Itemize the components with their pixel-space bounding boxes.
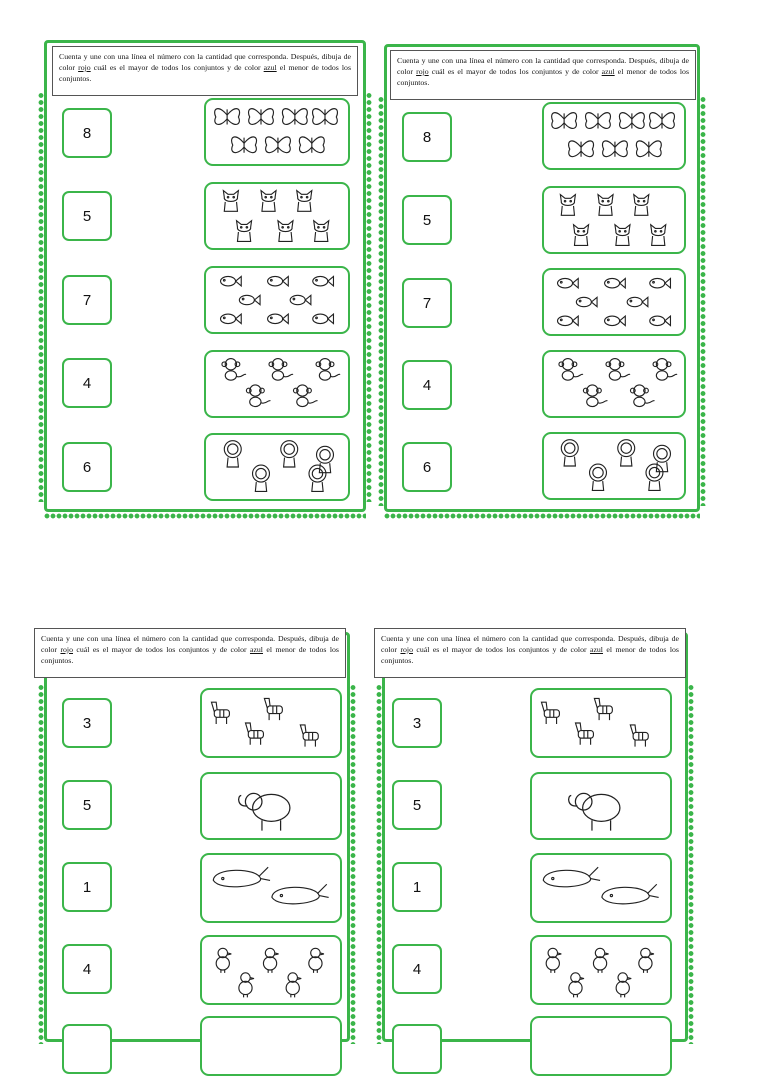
monkey-icon [653, 359, 677, 381]
butterfly-icon [249, 109, 274, 125]
butterfly-icon [313, 109, 338, 125]
frame-decoration [38, 92, 44, 502]
fish-icon [221, 276, 242, 285]
lion-icon [618, 440, 635, 466]
elephant-group [532, 774, 670, 838]
cat-icon [574, 225, 589, 246]
frame-decoration [688, 684, 694, 1044]
fish-group [544, 270, 684, 334]
picture-set[interactable] [200, 1016, 342, 1076]
number-box[interactable]: 7 [62, 275, 112, 325]
number-box[interactable]: 1 [62, 862, 112, 912]
cat-group [544, 188, 684, 252]
butterfly-icon [232, 137, 257, 153]
butterfly-icon [650, 113, 675, 129]
number-box[interactable]: 7 [402, 278, 452, 328]
butterfly-icon [265, 137, 290, 153]
butterfly-icon [282, 109, 307, 125]
butterfly-icon [299, 137, 324, 153]
number-box[interactable]: 5 [402, 195, 452, 245]
worksheet-bottom-left [41, 632, 350, 1042]
chick-icon [263, 948, 278, 973]
cat-icon [615, 225, 630, 246]
picture-set[interactable] [204, 182, 350, 250]
frame-decoration [366, 92, 372, 502]
fish-icon [558, 278, 579, 287]
cat-icon [598, 195, 613, 216]
lion-icon [590, 464, 607, 490]
monkey-icon [222, 359, 246, 381]
frame-decoration [350, 684, 356, 1044]
lion-icon [224, 441, 241, 467]
whale-icon [272, 884, 329, 904]
number-box[interactable]: 4 [62, 358, 112, 408]
picture-set[interactable] [542, 268, 686, 336]
number-box[interactable]: 1 [392, 862, 442, 912]
elephant-group [202, 774, 340, 838]
fish-icon [576, 297, 597, 306]
butterfly-icon [636, 141, 661, 157]
number-box[interactable]: 8 [402, 112, 452, 162]
number-box[interactable]: 6 [402, 442, 452, 492]
cat-icon [237, 221, 252, 242]
number-box[interactable]: 4 [392, 944, 442, 994]
butterfly-icon [215, 109, 240, 125]
instruction-text: Cuenta y une con una línea el número con la cantidad que corresponda. Después, dibuja de color rojo cuál es el mayor de todos los conjuntos y de color azul el menor de todos los conjuntos. [374, 628, 686, 678]
fish-icon [221, 314, 242, 323]
picture-set[interactable] [542, 432, 686, 500]
lion-icon [253, 465, 270, 491]
number-box[interactable]: 3 [392, 698, 442, 748]
chick-icon [286, 973, 301, 998]
picture-set[interactable] [542, 102, 686, 170]
chick-group [202, 937, 340, 1003]
number-box[interactable]: 5 [62, 191, 112, 241]
picture-set[interactable] [542, 350, 686, 418]
fish-icon [558, 316, 579, 325]
picture-set[interactable] [530, 935, 672, 1005]
picture-set[interactable] [200, 935, 342, 1005]
cat-icon [651, 225, 666, 246]
lion-icon [281, 441, 298, 467]
cat-icon [261, 191, 276, 212]
worksheet-top-right [384, 44, 700, 512]
picture-set[interactable] [200, 772, 342, 840]
number-box[interactable]: 8 [62, 108, 112, 158]
fish-icon [605, 278, 626, 287]
fish-icon [650, 278, 671, 287]
fish-group [206, 268, 348, 332]
picture-set[interactable] [204, 266, 350, 334]
cat-group [206, 184, 348, 248]
number-box[interactable] [62, 1024, 112, 1074]
picture-set[interactable] [204, 98, 350, 166]
cat-icon [223, 191, 238, 212]
monkey-icon [583, 385, 607, 407]
lion-icon [646, 464, 663, 490]
cat-icon [278, 221, 293, 242]
frame-decoration [376, 684, 382, 1044]
frame-decoration [44, 512, 366, 520]
frame-decoration [384, 512, 700, 520]
butterfly-icon [552, 113, 577, 129]
picture-set[interactable] [530, 1016, 672, 1076]
picture-set[interactable] [204, 433, 350, 501]
fish-icon [268, 276, 289, 285]
instruction-text: Cuenta y une con una línea el número con la cantidad que corresponda. Después, dibuja de color rojo cuál es el mayor de todos los conjuntos y de color azul el menor de todos los conjuntos. [390, 50, 696, 100]
monkey-icon [630, 385, 654, 407]
monkey-icon [293, 385, 317, 407]
frame-decoration [38, 684, 44, 1044]
lion-icon [561, 440, 578, 466]
instruction-text: Cuenta y une con una línea el número con la cantidad que corresponda. Después, dibuja de color rojo cuál es el mayor de todos los conjuntos y de color azul el menor de todos los conjuntos. [34, 628, 346, 678]
cat-icon [634, 195, 649, 216]
zebra-icon [575, 723, 593, 745]
zebra-group [532, 690, 670, 756]
zebra-icon [630, 725, 648, 747]
worksheet-top-left [44, 40, 366, 512]
number-box[interactable] [392, 1024, 442, 1074]
chick-icon [239, 973, 254, 998]
picture-set[interactable] [200, 853, 342, 923]
fish-icon [605, 316, 626, 325]
monkey-icon [269, 359, 293, 381]
chick-icon [216, 948, 231, 973]
butterfly-icon [602, 141, 627, 157]
instruction-text: Cuenta y une con una línea el número con la cantidad que corresponda. Después, dibuja de color rojo cuál es el mayor de todos los conjuntos y de color azul el menor de todos los conjuntos. [52, 46, 358, 96]
fish-icon [268, 314, 289, 323]
picture-set[interactable] [542, 186, 686, 254]
lion-group [544, 434, 684, 498]
worksheet-bottom-right [382, 632, 688, 1042]
monkey-group [544, 352, 684, 416]
monkey-icon [559, 359, 583, 381]
lion-group [206, 435, 348, 499]
zebra-group [202, 690, 340, 756]
fish-icon [313, 276, 334, 285]
picture-set[interactable] [530, 772, 672, 840]
number-box[interactable]: 4 [62, 944, 112, 994]
chick-icon [639, 948, 654, 973]
chick-icon [569, 973, 584, 998]
elephant-icon [569, 793, 620, 830]
monkey-icon [606, 359, 630, 381]
number-box[interactable]: 4 [402, 360, 452, 410]
zebra-icon [541, 702, 559, 724]
chick-icon [616, 973, 631, 998]
zebra-icon [264, 698, 282, 720]
picture-set[interactable] [530, 688, 672, 758]
lion-icon [309, 465, 326, 491]
fish-icon [290, 295, 311, 304]
monkey-group [206, 352, 348, 416]
butterfly-icon [586, 113, 611, 129]
chick-icon [309, 948, 324, 973]
whale-icon [213, 867, 270, 887]
fish-icon [313, 314, 334, 323]
butterfly-group [544, 104, 684, 168]
number-box[interactable]: 5 [392, 780, 442, 830]
zebra-icon [594, 698, 612, 720]
number-box[interactable]: 6 [62, 442, 112, 492]
butterfly-group [206, 100, 348, 164]
zebra-icon [211, 702, 229, 724]
monkey-icon [316, 359, 340, 381]
monkey-icon [246, 385, 270, 407]
whale-group [202, 855, 340, 921]
cat-icon [297, 191, 312, 212]
whale-icon [543, 867, 600, 887]
fish-icon [627, 297, 648, 306]
picture-set[interactable] [204, 350, 350, 418]
butterfly-icon [569, 141, 594, 157]
number-box[interactable]: 5 [62, 780, 112, 830]
fish-icon [650, 316, 671, 325]
whale-group [532, 855, 670, 921]
fish-icon [239, 295, 260, 304]
number-box[interactable]: 3 [62, 698, 112, 748]
butterfly-icon [619, 113, 644, 129]
zebra-icon [300, 725, 318, 747]
chick-icon [593, 948, 608, 973]
frame-decoration [700, 96, 706, 506]
zebra-icon [245, 723, 263, 745]
chick-group [532, 937, 670, 1003]
frame-decoration [378, 96, 384, 506]
cat-icon [314, 221, 329, 242]
cat-icon [560, 195, 575, 216]
whale-icon [602, 884, 659, 904]
chick-icon [546, 948, 561, 973]
picture-set[interactable] [530, 853, 672, 923]
picture-set[interactable] [200, 688, 342, 758]
elephant-icon [239, 793, 290, 830]
